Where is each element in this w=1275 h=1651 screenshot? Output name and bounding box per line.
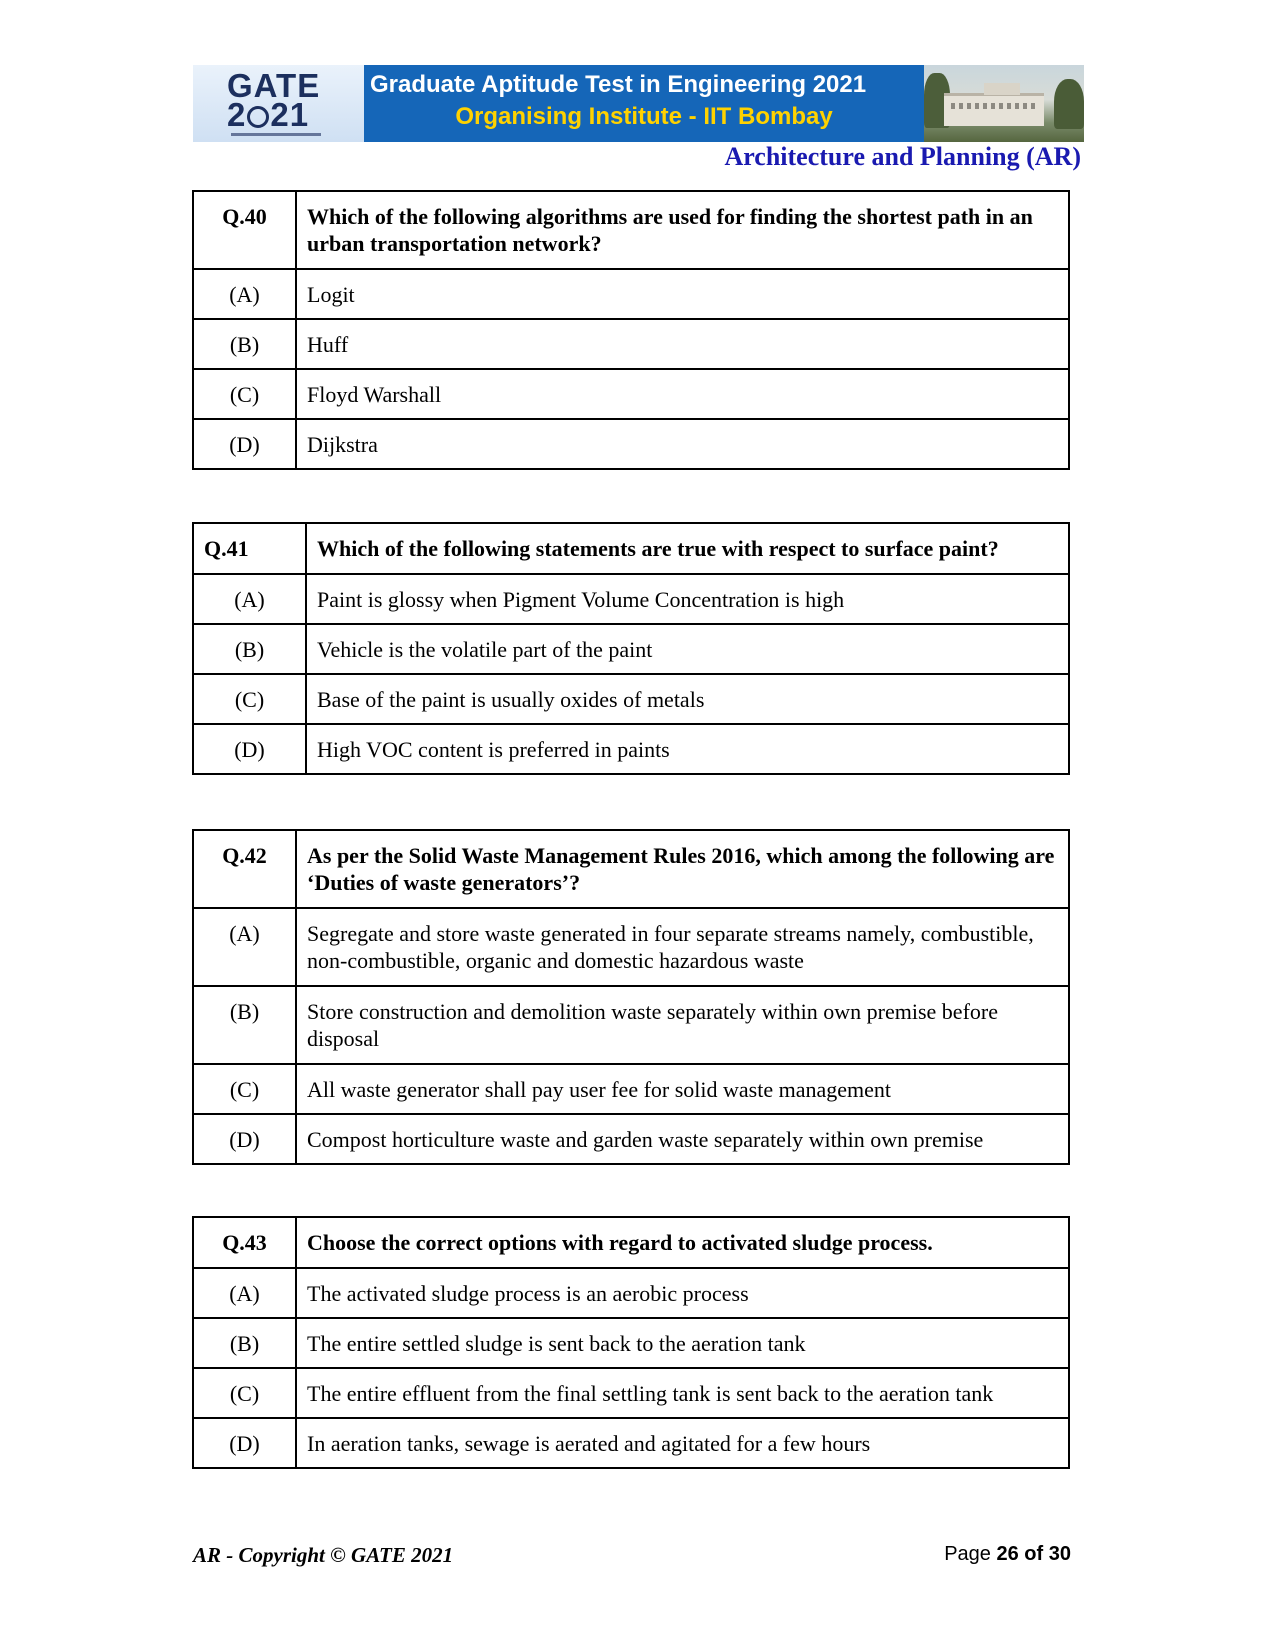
page-prefix: Page [944, 1543, 991, 1565]
page-number [944, 1543, 1071, 1566]
option-text: The entire effluent from the final settling tank is sent back to the aeration tank [296, 1368, 1069, 1418]
question-table-q42 [192, 829, 1070, 1165]
banner-subtitle: Organising Institute - IIT Bombay [455, 103, 833, 130]
option-row [193, 986, 1069, 1064]
page-current: 26 [996, 1543, 1019, 1565]
question-number: Q.42 [193, 830, 296, 908]
option-row [193, 319, 1069, 369]
question-number: Q.40 [193, 191, 296, 269]
option-label: (B) [193, 319, 296, 369]
building-windows [951, 103, 1037, 109]
question-row [193, 1217, 1069, 1268]
subject-title: Architecture and Planning (AR) [724, 142, 1081, 171]
question-text: As per the Solid Waste Management Rules 2016, which among the following are ‘Duties of waste generators’? [296, 830, 1069, 908]
question-table-q41 [192, 522, 1070, 775]
option-label: (D) [193, 1418, 296, 1468]
option-label: (A) [193, 269, 296, 319]
option-label: (D) [193, 724, 306, 774]
option-label: (D) [193, 419, 296, 469]
option-row [193, 1064, 1069, 1114]
option-text: Segregate and store waste generated in four separate streams namely, combustible, non-combustible, organic and domestic hazardous waste [296, 908, 1069, 986]
option-text: Vehicle is the volatile part of the paint [306, 624, 1069, 674]
banner-title: Graduate Aptitude Test in Engineering 2021 [370, 71, 867, 98]
option-text: High VOC content is preferred in paints [306, 724, 1069, 774]
logo-year-right: 21 [270, 96, 310, 133]
question-table-q40 [192, 190, 1070, 470]
logo-tagline-mark [231, 133, 321, 136]
question-row [193, 523, 1069, 574]
option-row [193, 1318, 1069, 1368]
question-table-q43 [192, 1216, 1070, 1469]
option-row [193, 1368, 1069, 1418]
option-text: The activated sludge process is an aerobic process [296, 1268, 1069, 1318]
question-number: Q.43 [193, 1217, 296, 1268]
option-label: (D) [193, 1114, 296, 1164]
question-text: Choose the correct options with regard to activated sludge process. [296, 1217, 1069, 1268]
logo-year [227, 98, 309, 132]
page-of: of [1024, 1543, 1044, 1565]
tree-shape-right [1054, 79, 1084, 129]
option-text: All waste generator shall pay user fee for solid waste management [296, 1064, 1069, 1114]
page-total: 30 [1048, 1543, 1071, 1565]
logo-text: GATE [227, 67, 321, 104]
option-row [193, 369, 1069, 419]
option-label: (A) [193, 908, 296, 986]
building-top-shape [984, 83, 1020, 95]
gate-logo [193, 65, 364, 142]
option-text: In aeration tanks, sewage is aerated and agitated for a few hours [296, 1418, 1069, 1468]
footer-copyright: AR - Copyright © GATE 2021 [193, 1543, 454, 1567]
option-text: Paint is glossy when Pigment Volume Concentration is high [306, 574, 1069, 624]
option-label: (A) [193, 1268, 296, 1318]
option-row [193, 908, 1069, 986]
option-label: (C) [193, 674, 306, 724]
seal-icon [247, 106, 269, 128]
option-row [193, 574, 1069, 624]
question-text: Which of the following statements are true with respect to surface paint? [306, 523, 1069, 574]
option-row [193, 624, 1069, 674]
option-row [193, 724, 1069, 774]
option-row [193, 1268, 1069, 1318]
option-text: Huff [296, 319, 1069, 369]
option-text: Logit [296, 269, 1069, 319]
option-row [193, 269, 1069, 319]
option-label: (C) [193, 1368, 296, 1418]
header-banner [193, 65, 1084, 142]
option-text: Base of the paint is usually oxides of metals [306, 674, 1069, 724]
option-label: (C) [193, 369, 296, 419]
question-number: Q.41 [193, 523, 306, 574]
option-text: Dijkstra [296, 419, 1069, 469]
question-text: Which of the following algorithms are used for finding the shortest path in an urban transportation network? [296, 191, 1069, 269]
option-row [193, 1114, 1069, 1164]
option-row [193, 419, 1069, 469]
option-label: (B) [193, 1318, 296, 1368]
option-label: (B) [193, 986, 296, 1064]
option-label: (B) [193, 624, 306, 674]
option-label: (A) [193, 574, 306, 624]
option-text: Store construction and demolition waste separately within own premise before disposal [296, 986, 1069, 1064]
question-row [193, 191, 1069, 269]
option-label: (C) [193, 1064, 296, 1114]
option-text: Compost horticulture waste and garden waste separately within own premise [296, 1114, 1069, 1164]
question-row [193, 830, 1069, 908]
banner-title-box [364, 65, 924, 142]
option-row [193, 674, 1069, 724]
logo-year-left: 2 [227, 96, 247, 133]
option-row [193, 1418, 1069, 1468]
option-text: Floyd Warshall [296, 369, 1069, 419]
institute-photo [924, 65, 1084, 142]
option-text: The entire settled sludge is sent back to the aeration tank [296, 1318, 1069, 1368]
building-shape [944, 93, 1044, 126]
